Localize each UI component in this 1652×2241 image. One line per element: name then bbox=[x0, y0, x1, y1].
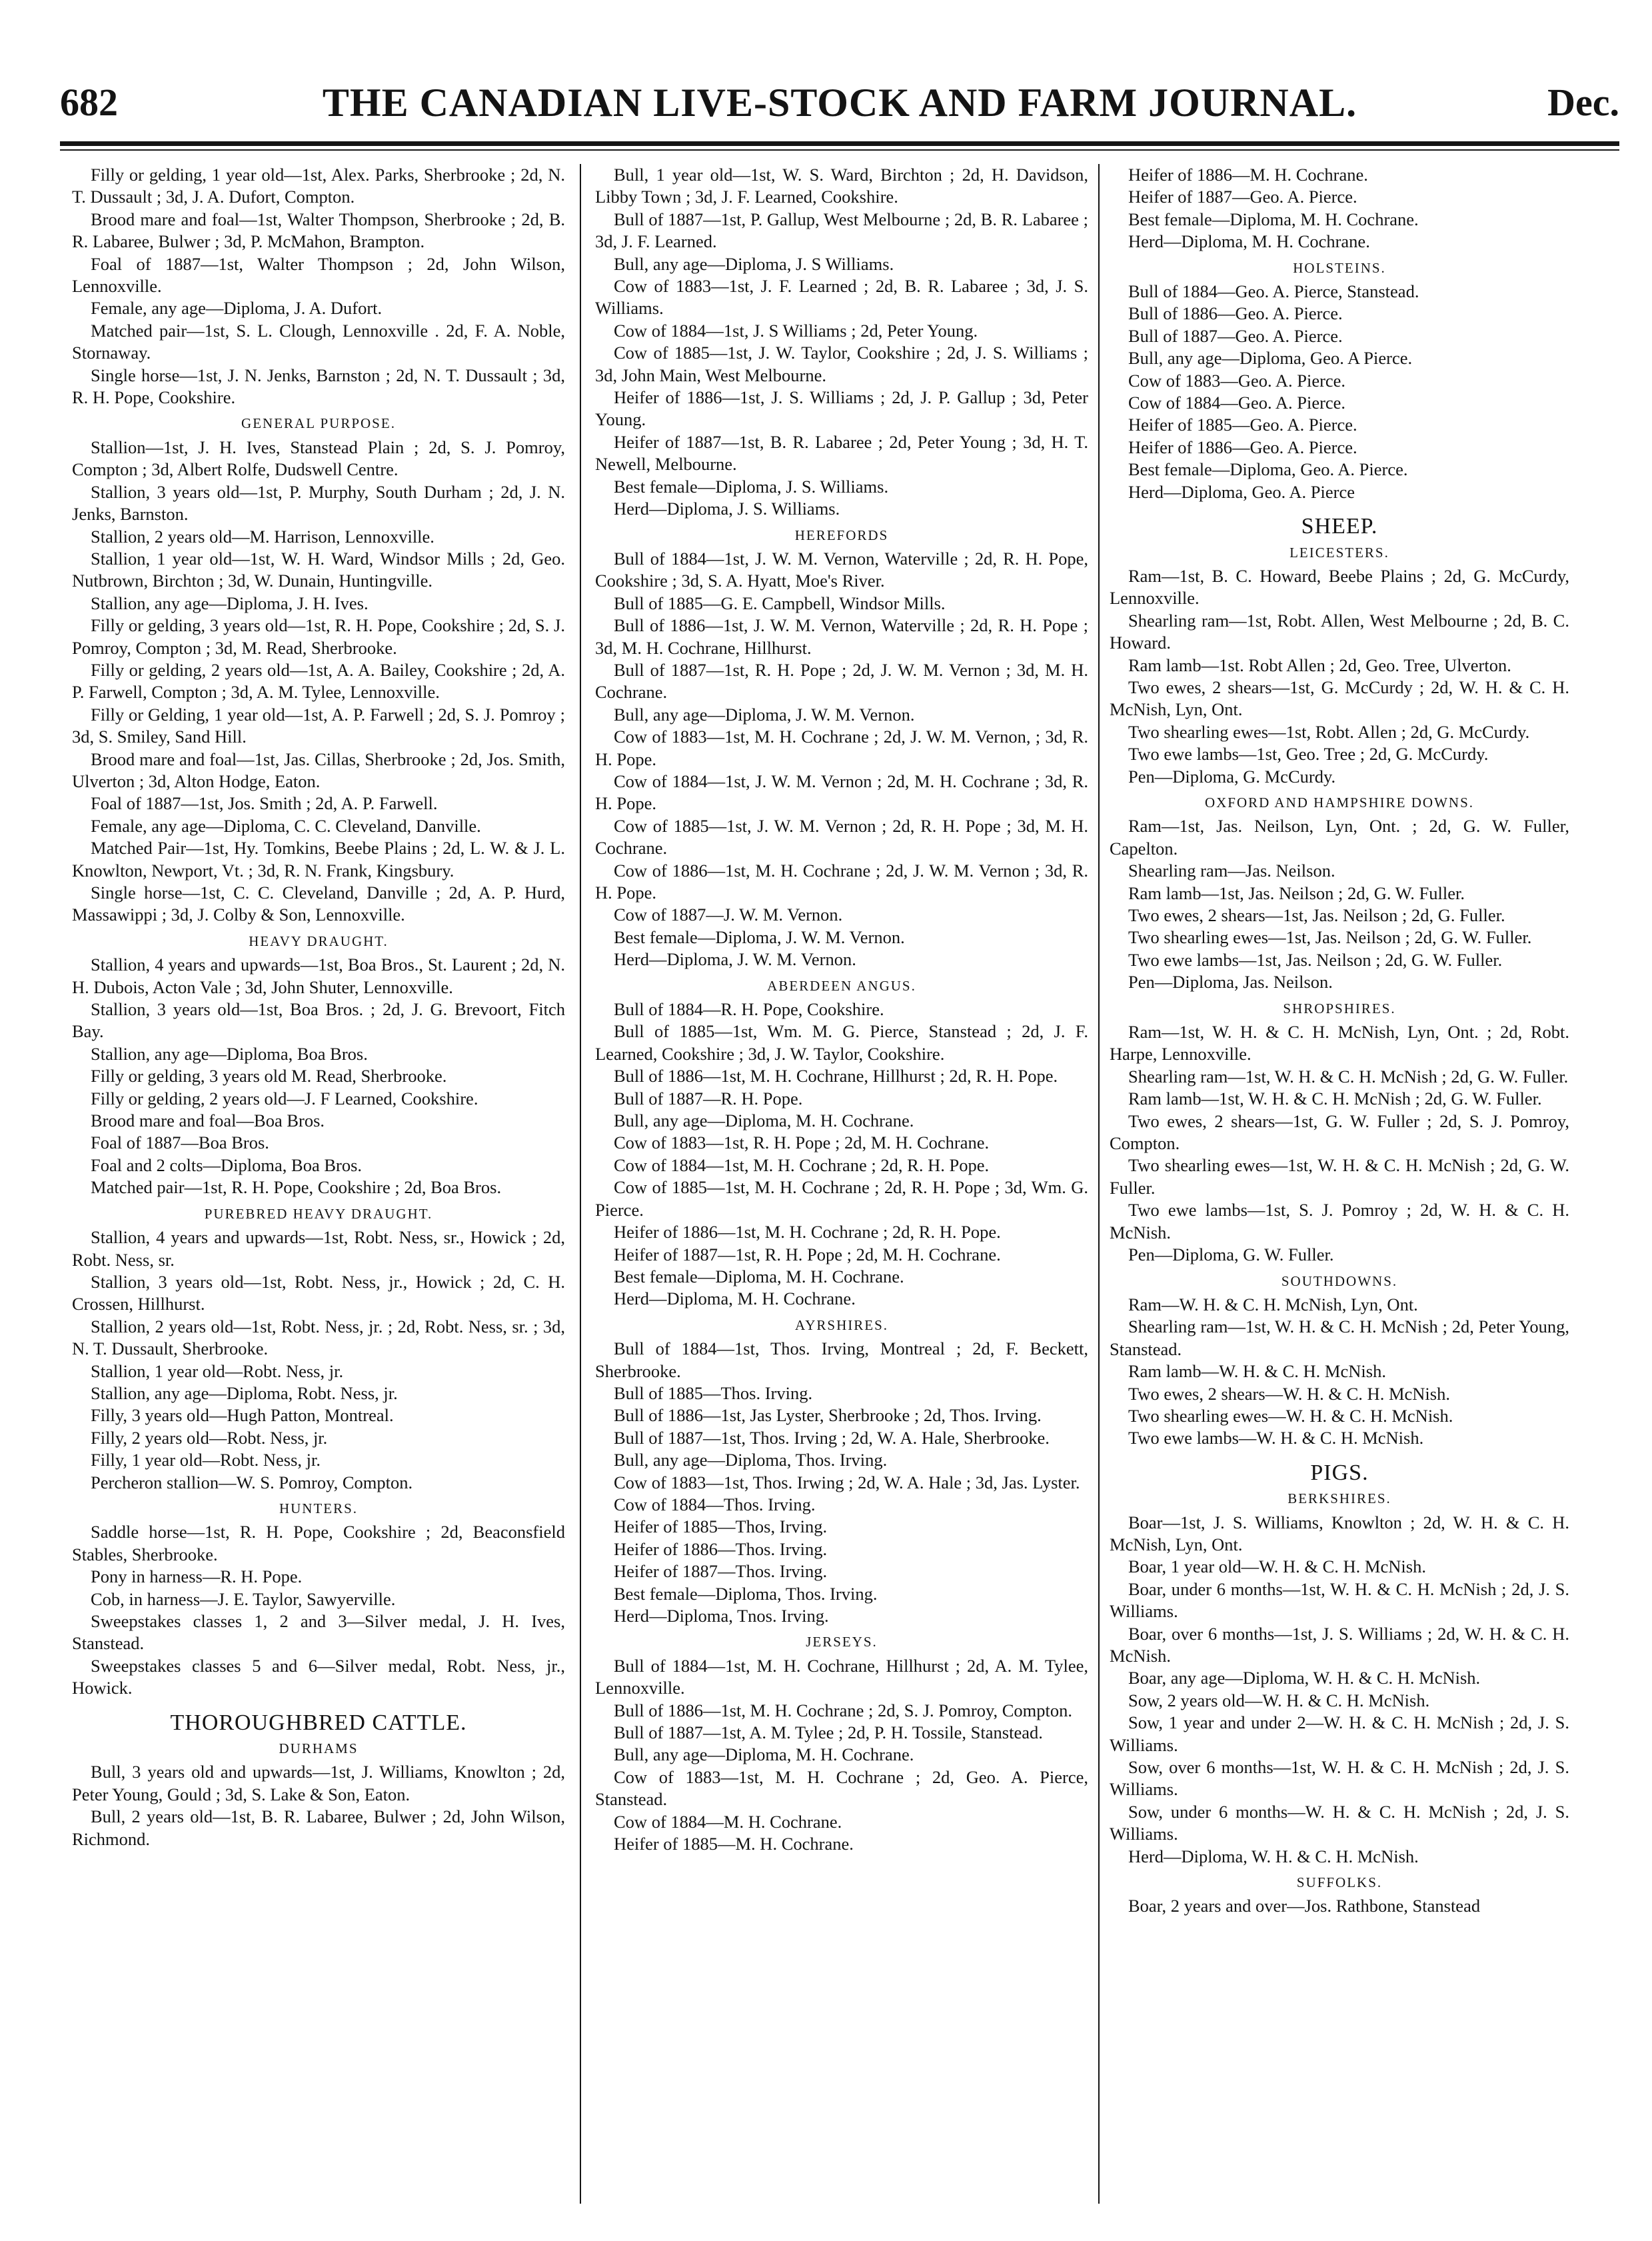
prize-entry: Percheron stallion—W. S. Pomroy, Compton. bbox=[91, 1472, 413, 1492]
prize-entry: Boar, 2 years and over—Jos. Rathbone, Stanstead bbox=[1128, 1896, 1481, 1916]
prize-entry: Filly or gelding, 2 years old—J. F Learned, Cookshire. bbox=[91, 1088, 478, 1109]
breed-heading: BERKSHIRES. bbox=[1287, 1490, 1391, 1507]
prize-entry: Pony in harness—R. H. Pope. bbox=[91, 1566, 303, 1587]
prize-entry: Two shearling ewes—W. H. & C. H. McNish. bbox=[1128, 1405, 1453, 1426]
prize-entry: Cow of 1885—1st, J. W. Taylor, Cookshire ; 2d, J. S. Williams ; 3d, John Main, West Melbourne. bbox=[595, 343, 1088, 385]
prize-entry: Pen—Diploma, G. W. Fuller. bbox=[1128, 1244, 1334, 1265]
prize-entry: Filly or gelding, 3 years old—1st, R. H. Pope, Cookshire ; 2d, S. J. Pomroy, Compton ; 3d, M. Read, Sherbrooke. bbox=[72, 615, 565, 658]
prize-entry: Ram—W. H. & C. H. McNish, Lyn, Ont. bbox=[1128, 1294, 1418, 1314]
prize-entry: Boar—1st, J. S. Williams, Knowlton ; 2d, W. H. & C. H. McNish, Lyn, Ont. bbox=[1110, 1512, 1569, 1554]
prize-entry: Heifer of 1886—Thos. Irving. bbox=[614, 1538, 828, 1559]
column-1 bbox=[72, 164, 565, 2217]
breed-heading: ABERDEEN ANGUS. bbox=[767, 977, 916, 994]
prize-entry: Bull of 1886—1st, Jas Lyster, Sherbrooke ; 2d, Thos. Irving. bbox=[614, 1405, 1042, 1426]
page-number: 682 bbox=[60, 81, 118, 124]
prize-entry: Two ewe lambs—1st, S. J. Pomroy ; 2d, W. H. & C. H. McNish. bbox=[1110, 1200, 1569, 1242]
prize-entry: Best female—Diploma, J. W. M. Vernon. bbox=[614, 927, 905, 947]
prize-entry: Best female—Diploma, Thos. Irving. bbox=[614, 1583, 878, 1604]
prize-entry: Heifer of 1887—Geo. A. Pierce. bbox=[1128, 187, 1357, 207]
prize-entry: Two ewes, 2 shears—1st, G. W. Fuller ; 2d, S. J. Pomroy, Compton. bbox=[1110, 1111, 1569, 1154]
section-heading: PIGS. bbox=[1310, 1460, 1369, 1485]
prize-entry: Cow of 1883—1st, R. H. Pope ; 2d, M. H. Cochrane. bbox=[614, 1132, 990, 1153]
prize-entry: Foal of 1887—1st, Jos. Smith ; 2d, A. P. Farwell. bbox=[91, 793, 438, 814]
prize-entry: Bull of 1884—R. H. Pope, Cookshire. bbox=[614, 999, 884, 1020]
breed-heading: GENERAL PURPOSE. bbox=[241, 415, 396, 432]
breed-heading: SOUTHDOWNS. bbox=[1281, 1272, 1398, 1289]
prize-entry: Single horse—1st, C. C. Cleveland, Danville ; 2d, A. P. Hurd, Massawippi ; 3d, J. Colby & Son, Lennoxville. bbox=[72, 883, 565, 925]
prize-entry: Two shearling ewes—1st, Jas. Neilson ; 2d, G. W. Fuller. bbox=[1128, 927, 1532, 948]
prize-entry: Ram lamb—1st, W. H. & C. H. McNish ; 2d, G. W. Fuller. bbox=[1128, 1089, 1542, 1109]
prize-entry: Heifer of 1886—1st, M. H. Cochrane ; 2d, R. H. Pope. bbox=[614, 1222, 1001, 1242]
prize-entry: Bull of 1887—R. H. Pope. bbox=[614, 1088, 803, 1109]
prize-entry: Boar, under 6 months—1st, W. H. & C. H. McNish ; 2d, J. S. Williams. bbox=[1110, 1578, 1569, 1622]
prize-entry: Brood mare and foal—1st, Walter Thompson, Sherbrooke ; 2d, B. R. Labaree, Bulwer ; 3d, P. McMahon, Brampton. bbox=[72, 209, 565, 252]
prize-entry: Cow of 1884—1st, M. H. Cochrane ; 2d, R. H. Pope. bbox=[614, 1154, 990, 1175]
prize-entry: Ram lamb—1st. Robt Allen ; 2d, Geo. Tree, Ulverton. bbox=[1128, 655, 1511, 675]
prize-entry: Cow of 1883—1st, Thos. Irwing ; 2d, W. A. Hale ; 3d, Jas. Lyster. bbox=[614, 1472, 1080, 1492]
prize-entry: Cow of 1884—1st, J. W. M. Vernon ; 2d, M. H. Cochrane ; 3d, R. H. Pope. bbox=[595, 771, 1088, 814]
prize-entry: Bull of 1887—1st, Thos. Irving ; 2d, W. A. Hale, Sherbrooke. bbox=[614, 1427, 1050, 1448]
prize-entry: Sow, over 6 months—1st, W. H. & C. H. McNish ; 2d, J. S. Williams. bbox=[1110, 1757, 1569, 1800]
prize-entry: Two ewe lambs—1st, Geo. Tree ; 2d, G. McCurdy. bbox=[1128, 744, 1489, 765]
prize-entry: Boar, over 6 months—1st, J. S. Williams ; 2d, W. H. & C. H. McNish. bbox=[1110, 1623, 1569, 1666]
prize-entry: Two ewes, 2 shears—1st, Jas. Neilson ; 2d, G. Fuller. bbox=[1128, 905, 1505, 925]
breed-heading: HEAVY DRAUGHT. bbox=[249, 933, 389, 949]
prize-entry: Bull of 1885—G. E. Campbell, Windsor Mills. bbox=[614, 593, 946, 613]
breed-heading: JERSEYS. bbox=[806, 1634, 878, 1650]
section-heading: SHEEP. bbox=[1301, 514, 1378, 539]
prize-entry: Bull of 1884—Geo. A. Pierce, Stanstead. bbox=[1128, 281, 1419, 302]
prize-entry: Herd—Diploma, W. H. & C. H. McNish. bbox=[1128, 1846, 1419, 1866]
prize-entry: Stallion, 2 years old—1st, Robt. Ness, jr. ; 2d, Robt. Ness, sr. ; 3d, N. T. Dussault, Sherbrooke. bbox=[72, 1316, 565, 1359]
prize-entry: Cow of 1884—M. H. Cochrane. bbox=[614, 1811, 842, 1832]
prize-entry: Two ewes, 2 shears—W. H. & C. H. McNish. bbox=[1128, 1383, 1450, 1404]
breed-heading: OXFORD AND HAMPSHIRE DOWNS. bbox=[1204, 794, 1475, 811]
prize-entry: Bull, 3 years old and upwards—1st, J. Williams, Knowlton ; 2d, Peter Young, Gould ; 3d, S. Lake & Son, Eaton. bbox=[72, 1762, 565, 1804]
prize-entry: Bull of 1887—1st, R. H. Pope ; 2d, J. W. M. Vernon ; 3d, M. H. Cochrane. bbox=[595, 659, 1088, 703]
prize-entry: Ram—1st, Jas. Neilson, Lyn, Ont. ; 2d, G. W. Fuller, Capelton. bbox=[1110, 816, 1569, 859]
prize-entry: Sow, under 6 months—W. H. & C. H. McNish ; 2d, J. S. Williams. bbox=[1110, 1801, 1569, 1844]
prize-entry: Bull, 2 years old—1st, B. R. Labaree, Bulwer ; 2d, John Wilson, Richmond. bbox=[72, 1806, 565, 1849]
issue-month: Dec. bbox=[1547, 81, 1619, 124]
prize-entry: Best female—Diploma, Geo. A. Pierce. bbox=[1128, 459, 1408, 480]
prize-entry: Heifer of 1887—Thos. Irving. bbox=[614, 1561, 828, 1582]
prize-entry: Stallion, 1 year old—1st, W. H. Ward, Windsor Mills ; 2d, Geo. Nutbrown, Birchton ; 3d, W. Dunain, Huntingville. bbox=[72, 548, 565, 591]
prize-entry: Saddle horse—1st, R. H. Pope, Cookshire ; 2d, Beaconsfield Stables, Sherbrooke. bbox=[72, 1522, 565, 1564]
breed-heading: HOLSTEINS. bbox=[1293, 259, 1386, 276]
prize-entry: Brood mare and foal—Boa Bros. bbox=[91, 1111, 325, 1131]
breed-heading: HEREFORDS bbox=[794, 527, 889, 543]
breed-heading: DURHAMS bbox=[279, 1740, 359, 1757]
prize-entry: Heifer of 1886—M. H. Cochrane. bbox=[1128, 165, 1368, 185]
prize-entry: Stallion, any age—Diploma, Robt. Ness, jr. bbox=[91, 1382, 398, 1403]
prize-entry: Herd—Diploma, Geo. A. Pierce bbox=[1128, 481, 1355, 502]
prize-entry: Heifer of 1885—Thos, Irving. bbox=[614, 1516, 828, 1537]
prize-entry: Shearling ram—1st, W. H. & C. H. McNish ; 2d, G. W. Fuller. bbox=[1128, 1066, 1569, 1087]
section-heading: THOROUGHBRED CATTLE. bbox=[170, 1710, 467, 1735]
prize-entry: Matched pair—1st, S. L. Clough, Lennoxville . 2d, F. A. Noble, Stornaway. bbox=[72, 320, 565, 363]
prize-entry: Filly or gelding, 2 years old—1st, A. A. Bailey, Cookshire ; 2d, A. P. Farwell, Compton ; 3d, A. M. Tylee, Lennoxville. bbox=[72, 659, 565, 703]
prize-entry: Stallion, 4 years and upwards—1st, Robt. Ness, sr., Howick ; 2d, Robt. Ness, sr. bbox=[72, 1227, 565, 1270]
prize-entry: Best female—Diploma, J. S. Williams. bbox=[614, 476, 889, 497]
prize-entry: Ram—1st, B. C. Howard, Beebe Plains ; 2d, G. McCurdy, Lennoxville. bbox=[1110, 565, 1569, 609]
breed-heading: HUNTERS. bbox=[279, 1500, 359, 1516]
prize-entry: Cow of 1886—1st, M. H. Cochrane ; 2d, J. W. M. Vernon ; 3d, R. H. Pope. bbox=[595, 860, 1088, 903]
prize-entry: Bull of 1886—1st, M. H. Cochrane, Hillhurst ; 2d, R. H. Pope. bbox=[614, 1066, 1058, 1087]
prize-entry: Best female—Diploma, M. H. Cochrane. bbox=[614, 1266, 904, 1286]
prize-entry: Stallion—1st, J. H. Ives, Stanstead Plain ; 2d, S. J. Pomroy, Compton ; 3d, Albert Rolfe, Dudswell Centre. bbox=[72, 437, 565, 480]
prize-entry: Stallion, 2 years old—M. Harrison, Lennoxville. bbox=[91, 526, 434, 547]
prize-entry: Bull, 1 year old—1st, W. S. Ward, Birchton ; 2d, H. Davidson, Libby Town ; 3d, J. F. Learned, Cookshire. bbox=[595, 165, 1088, 207]
prize-entry: Stallion, 4 years and upwards—1st, Boa Bros., St. Laurent ; 2d, N. H. Dubois, Acton Vale ; 3d, John Shuter, Lennoxville. bbox=[72, 955, 565, 997]
prize-entry: Bull of 1884—1st, Thos. Irving, Montreal ; 2d, F. Beckett, Sherbrooke. bbox=[595, 1338, 1088, 1381]
prize-entry: Bull of 1887—1st, A. M. Tylee ; 2d, P. H. Tossile, Stanstead. bbox=[614, 1722, 1043, 1743]
prize-entry: Foal of 1887—Boa Bros. bbox=[91, 1132, 269, 1153]
prize-entry: Sweepstakes classes 5 and 6—Silver medal, Robt. Ness, jr., Howick. bbox=[72, 1655, 565, 1698]
prize-entry: Filly or gelding, 3 years old M. Read, Sherbrooke. bbox=[91, 1066, 447, 1087]
prize-entry: Shearling ram—Jas. Neilson. bbox=[1128, 861, 1335, 881]
prize-entry: Filly, 1 year old—Robt. Ness, jr. bbox=[91, 1450, 321, 1470]
prize-entry: Heifer of 1887—1st, R. H. Pope ; 2d, M. H. Cochrane. bbox=[614, 1244, 1001, 1264]
prize-entry: Filly or gelding, 1 year old—1st, Alex. Parks, Sherbrooke ; 2d, N. T. Dussault ; 3d, J. A. Dufort, Compton. bbox=[72, 165, 565, 207]
prize-entry: Stallion, 3 years old—1st, P. Murphy, South Durham ; 2d, J. N. Jenks, Barnston. bbox=[72, 481, 565, 525]
prize-entry: Filly, 3 years old—Hugh Patton, Montreal. bbox=[91, 1405, 394, 1426]
prize-entry: Bull, any age—Diploma, Thos. Irving. bbox=[614, 1450, 888, 1470]
breed-heading: LEICESTERS. bbox=[1289, 544, 1389, 561]
prize-entry: Bull of 1887—1st, P. Gallup, West Melbourne ; 2d, B. R. Labaree ; 3d, J. F. Learned. bbox=[595, 209, 1088, 252]
prize-entry: Filly, 2 years old—Robt. Ness, jr. bbox=[91, 1427, 328, 1448]
prize-entry: Heifer of 1885—M. H. Cochrane. bbox=[614, 1834, 854, 1854]
prize-entry: Stallion, any age—Diploma, Boa Bros. bbox=[91, 1043, 368, 1064]
prize-entry: Foal of 1887—1st, Walter Thompson ; 2d, John Wilson, Lennoxville. bbox=[72, 253, 565, 297]
prize-entry: Two ewes, 2 shears—1st, G. McCurdy ; 2d, W. H. & C. H. McNish, Lyn, Ont. bbox=[1110, 677, 1569, 720]
prize-entry: Filly or Gelding, 1 year old—1st, A. P. Farwell ; 2d, S. J. Pomroy ; 3d, S. Smiley, Sand Hill. bbox=[72, 704, 565, 747]
breed-heading: SHROPSHIRES. bbox=[1283, 1000, 1396, 1017]
prize-entry: Cob, in harness—J. E. Taylor, Sawyerville. bbox=[91, 1588, 396, 1609]
prize-entry: Heifer of 1886—Geo. A. Pierce. bbox=[1128, 437, 1357, 457]
column-divider bbox=[580, 164, 581, 2204]
prize-entry: Female, any age—Diploma, J. A. Dufort. bbox=[91, 298, 383, 319]
prize-entry: Herd—Diploma, J. W. M. Vernon. bbox=[614, 949, 856, 970]
page-header bbox=[60, 80, 1619, 140]
prize-entry: Bull, any age—Diploma, Geo. A Pierce. bbox=[1128, 348, 1413, 369]
prize-entry: Sweepstakes classes 1, 2 and 3—Silver medal, J. H. Ives, Stanstead. bbox=[72, 1611, 565, 1654]
prize-entry: Ram—1st, W. H. & C. H. McNish, Lyn, Ont. ; 2d, Robt. Harpe, Lennoxville. bbox=[1110, 1022, 1569, 1065]
header-rule-thick bbox=[60, 141, 1619, 146]
prize-entry: Bull of 1885—1st, Wm. M. G. Pierce, Stanstead ; 2d, J. F. Learned, Cookshire ; 3d, J. W. Taylor, Cookshire. bbox=[595, 1021, 1088, 1064]
prize-entry: Cow of 1883—1st, M. H. Cochrane ; 2d, J. W. M. Vernon, ; 3d, R. H. Pope. bbox=[595, 727, 1088, 769]
prize-entry: Herd—Diploma, M. H. Cochrane. bbox=[614, 1288, 856, 1309]
prize-entry: Foal and 2 colts—Diploma, Boa Bros. bbox=[91, 1154, 363, 1175]
prize-entry: Cow of 1883—Geo. A. Pierce. bbox=[1128, 370, 1346, 391]
prize-entry: Herd—Diploma, J. S. Williams. bbox=[614, 499, 840, 519]
prize-entry: Ram lamb—W. H. & C. H. McNish. bbox=[1128, 1361, 1386, 1382]
prize-entry: Bull of 1884—1st, J. W. M. Vernon, Waterville ; 2d, R. H. Pope, Cookshire ; 3d, S. A. Hyatt, Moe's River. bbox=[595, 548, 1088, 591]
prize-entry: Cow of 1884—Geo. A. Pierce. bbox=[1128, 393, 1346, 413]
prize-entry: Stallion, any age—Diploma, J. H. Ives. bbox=[91, 593, 369, 613]
prize-entry: Herd—Diploma, M. H. Cochrane. bbox=[1128, 231, 1370, 252]
prize-entry: Shearling ram—1st, W. H. & C. H. McNish ; 2d, Peter Young, Stanstead. bbox=[1110, 1316, 1569, 1359]
prize-entry: Heifer of 1886—1st, J. S. Williams ; 2d, J. P. Gallup ; 3d, Peter Young. bbox=[595, 387, 1088, 430]
prize-entry: Two shearling ewes—1st, Robt. Allen ; 2d, G. McCurdy. bbox=[1128, 721, 1530, 742]
prize-entry: Herd—Diploma, Tnos. Irving. bbox=[614, 1606, 829, 1626]
prize-entry: Bull of 1884—1st, M. H. Cochrane, Hillhurst ; 2d, A. M. Tylee, Lennoxville. bbox=[595, 1655, 1088, 1698]
journal-title: THE CANADIAN LIVE-STOCK AND FARM JOURNAL. bbox=[322, 81, 1357, 125]
breed-heading: PUREBRED HEAVY DRAUGHT. bbox=[204, 1205, 433, 1222]
prize-entry: Bull, any age—Diploma, J. S Williams. bbox=[614, 253, 894, 274]
prize-entry: Heifer of 1887—1st, B. R. Labaree ; 2d, Peter Young ; 3d, H. T. Newell, Melbourne. bbox=[595, 431, 1088, 475]
prize-entry: Ram lamb—1st, Jas. Neilson ; 2d, G. W. Fuller. bbox=[1128, 883, 1465, 903]
prize-entry: Two shearling ewes—1st, W. H. & C. H. McNish ; 2d, G. W. Fuller. bbox=[1110, 1155, 1569, 1198]
prize-entry: Cow of 1884—1st, J. S Williams ; 2d, Peter Young. bbox=[614, 320, 978, 341]
prize-entry: Cow of 1885—1st, J. W. M. Vernon ; 2d, R. H. Pope ; 3d, M. H. Cochrane. bbox=[595, 815, 1088, 859]
prize-entry: Brood mare and foal—1st, Jas. Cillas, Sherbrooke ; 2d, Jos. Smith, Ulverton ; 3d, Alton Hodge, Eaton. bbox=[72, 749, 565, 791]
prize-entry: Bull, any age—Diploma, J. W. M. Vernon. bbox=[614, 704, 915, 725]
prize-entry: Stallion, 3 years old—1st, Robt. Ness, jr., Howick ; 2d, C. H. Crossen, Hillhurst. bbox=[72, 1271, 565, 1314]
prize-entry: Sow, 2 years old—W. H. & C. H. McNish. bbox=[1128, 1690, 1430, 1710]
prize-entry: Bull of 1887—Geo. A. Pierce. bbox=[1128, 325, 1343, 346]
prize-entry: Boar, any age—Diploma, W. H. & C. H. McNish. bbox=[1128, 1668, 1481, 1688]
prize-entry: Cow of 1887—J. W. M. Vernon. bbox=[614, 905, 843, 925]
prize-entry: Stallion, 3 years old—1st, Boa Bros. ; 2d, J. G. Brevoort, Fitch Bay. bbox=[72, 999, 565, 1042]
prize-entry: Bull of 1886—1st, M. H. Cochrane ; 2d, S. J. Pomroy, Compton. bbox=[614, 1700, 1073, 1720]
prize-entry: Stallion, 1 year old—Robt. Ness, jr. bbox=[91, 1360, 344, 1381]
prize-entry: Matched pair—1st, R. H. Pope, Cookshire ; 2d, Boa Bros. bbox=[91, 1177, 502, 1198]
prize-entry: Two ewe lambs—1st, Jas. Neilson ; 2d, G. W. Fuller. bbox=[1128, 949, 1503, 970]
prize-entry: Cow of 1884—Thos. Irving. bbox=[614, 1494, 816, 1514]
prize-entry: Cow of 1883—1st, M. H. Cochrane ; 2d, Geo. A. Pierce, Stanstead. bbox=[595, 1766, 1088, 1810]
prize-entry: Cow of 1883—1st, J. F. Learned ; 2d, B. R. Labaree ; 3d, J. S. Williams. bbox=[595, 276, 1088, 319]
prize-entry: Bull of 1886—1st, J. W. M. Vernon, Waterville ; 2d, R. H. Pope ; 3d, M. H. Cochrane, Hillhurst. bbox=[595, 615, 1088, 658]
breed-heading: AYRSHIRES. bbox=[794, 1316, 888, 1333]
prize-entry: Cow of 1885—1st, M. H. Cochrane ; 2d, R. H. Pope ; 3d, Wm. G. Pierce. bbox=[595, 1177, 1088, 1220]
header-rule-thin bbox=[60, 149, 1619, 151]
prize-entry: Two ewe lambs—W. H. & C. H. McNish. bbox=[1128, 1428, 1424, 1448]
prize-entry: Bull, any age—Diploma, M. H. Cochrane. bbox=[614, 1111, 914, 1131]
prize-entry: Single horse—1st, J. N. Jenks, Barnston ; 2d, N. T. Dussault ; 3d, R. H. Pope, Cookshire. bbox=[72, 365, 565, 408]
prize-entry: Boar, 1 year old—W. H. & C. H. McNish. bbox=[1128, 1556, 1426, 1577]
column-divider bbox=[1098, 164, 1100, 2204]
prize-entry: Bull of 1886—Geo. A. Pierce. bbox=[1128, 303, 1343, 324]
prize-entry: Sow, 1 year and under 2—W. H. & C. H. McNish ; 2d, J. S. Williams. bbox=[1110, 1712, 1569, 1755]
column-2 bbox=[595, 164, 1088, 2217]
prize-entry: Best female—Diploma, M. H. Cochrane. bbox=[1128, 209, 1419, 229]
prize-entry: Bull of 1885—Thos. Irving. bbox=[614, 1382, 813, 1403]
prize-entry: Matched Pair—1st, Hy. Tomkins, Beebe Plains ; 2d, L. W. & J. L. Knowlton, Newport, Vt. ; 3d, R. N. Frank, Kingsbury. bbox=[72, 838, 565, 881]
breed-heading: SUFFOLKS. bbox=[1296, 1874, 1383, 1891]
prize-entry: Pen—Diploma, Jas. Neilson. bbox=[1128, 972, 1333, 993]
column-3 bbox=[1110, 164, 1569, 2217]
prize-entry: Shearling ram—1st, Robt. Allen, West Melbourne ; 2d, B. C. Howard. bbox=[1110, 610, 1569, 653]
prize-entry: Female, any age—Diploma, C. C. Cleveland, Danville. bbox=[91, 815, 481, 836]
prize-entry: Pen—Diploma, G. McCurdy. bbox=[1128, 766, 1336, 787]
prize-entry: Bull, any age—Diploma, M. H. Cochrane. bbox=[614, 1744, 914, 1765]
prize-entry: Heifer of 1885—Geo. A. Pierce. bbox=[1128, 415, 1357, 435]
